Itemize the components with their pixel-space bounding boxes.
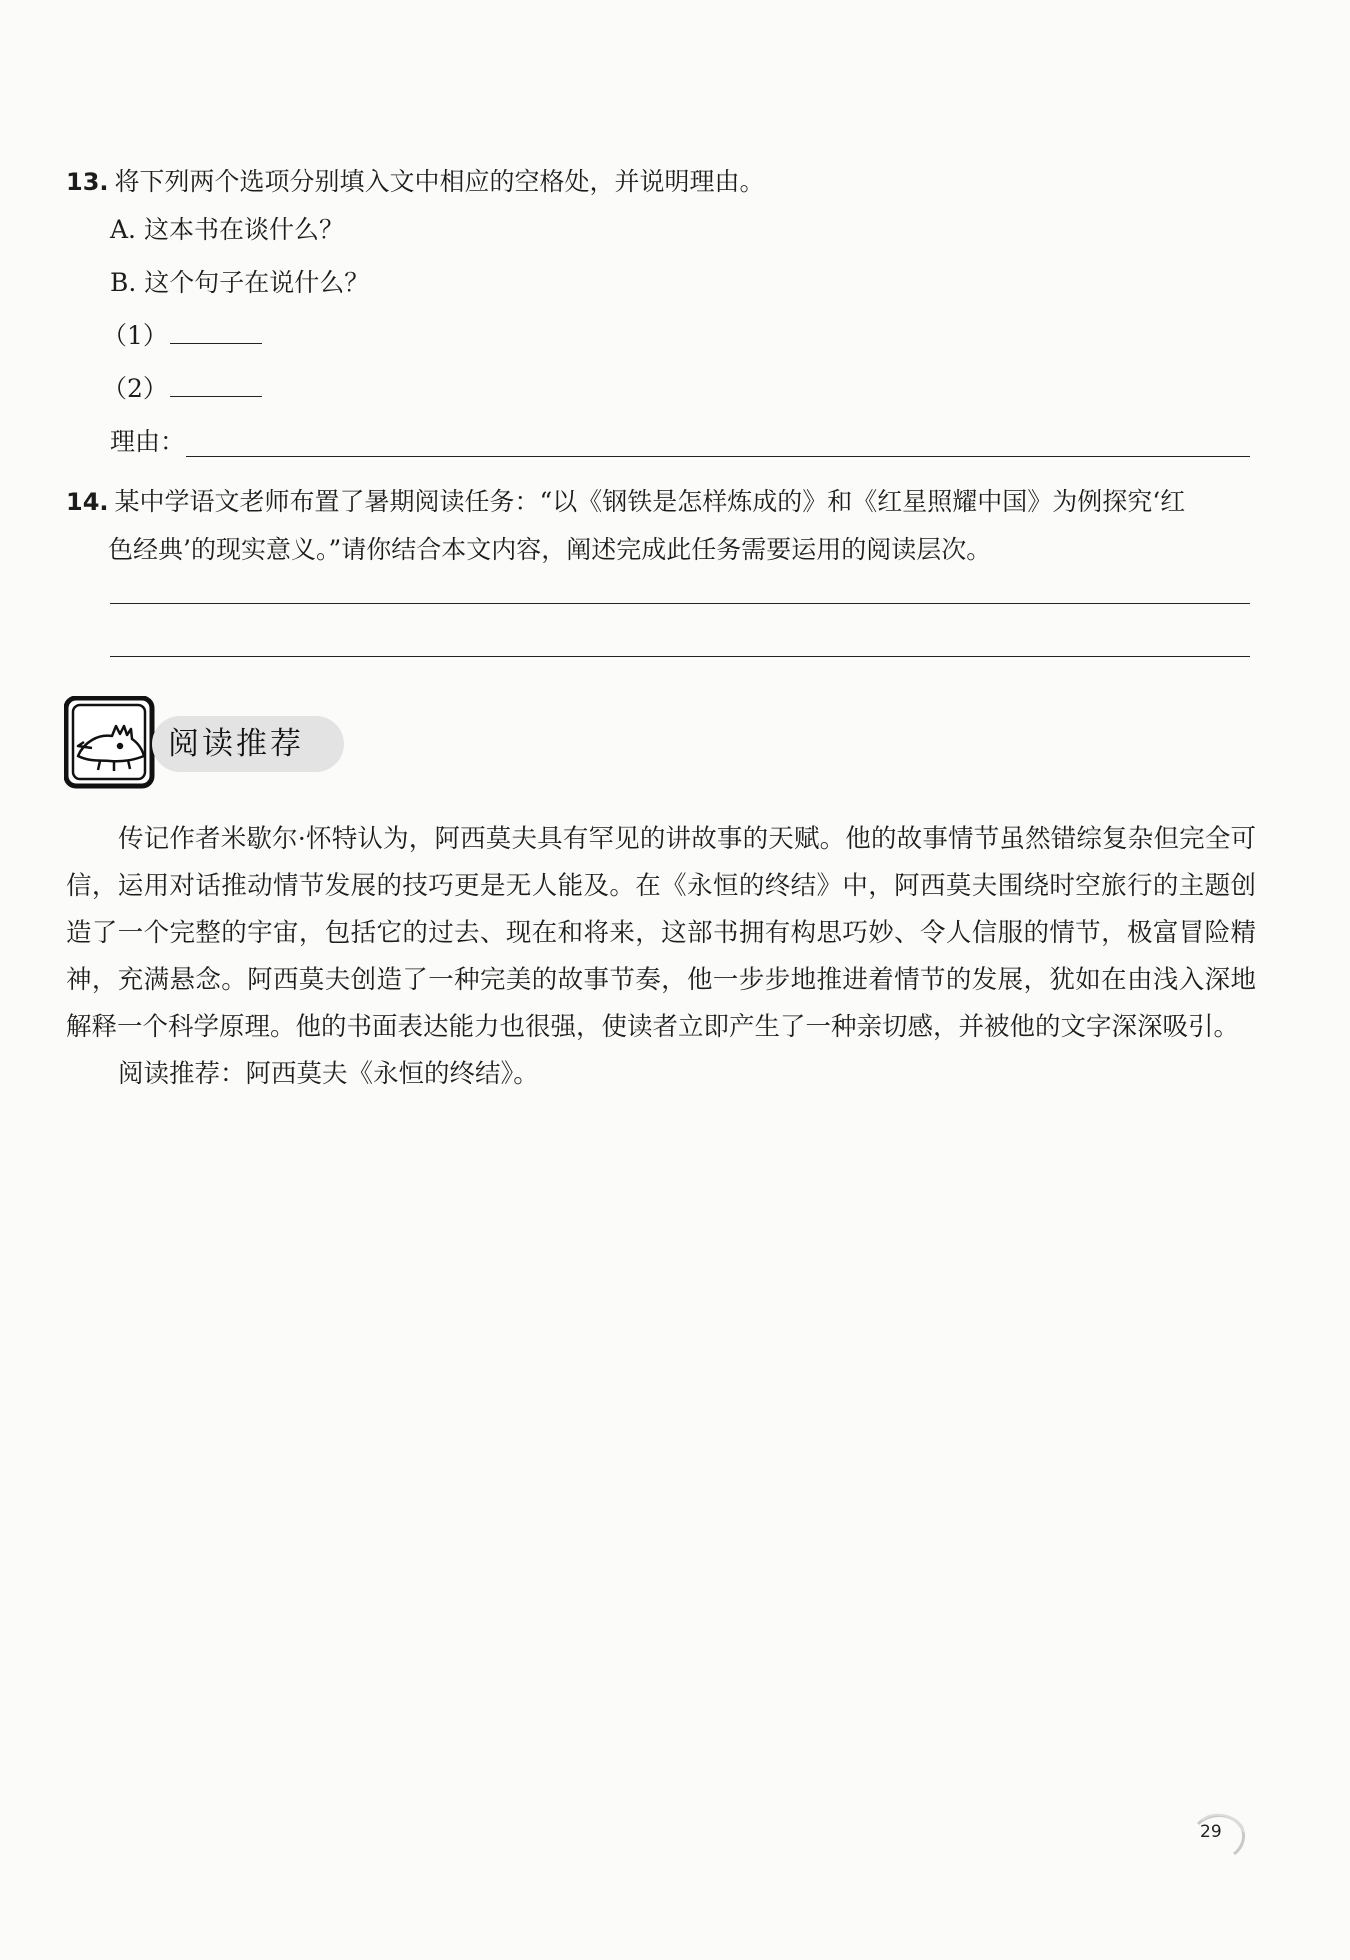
blank-1-field[interactable] xyxy=(170,319,262,344)
answer-line-2[interactable] xyxy=(110,656,1250,657)
page-number: 29 xyxy=(1200,1822,1222,1842)
blank-1-row xyxy=(102,318,262,354)
question-13-text: 将下列两个选项分别填入文中相应的空格处，并说明理由。 xyxy=(114,167,765,196)
passage-paragraph: 传记作者米歇尔·怀特认为，阿西莫夫具有罕见的讲故事的天赋。他的故事情节虽然错综复杂但完全可信，运用对话推动情节发展的技巧更是无人能及。在《永恒的终结》中，阿西莫夫围绕时空旅行的主题创造了一个完整的宇宙，包括它的过去、现在和将来，这部书拥有构思巧妙、令人信服的情节，极富冒险精神，充满悬念。阿西莫夫创造了一种完美的故事节奏，他一步步地推进着情节的发展，犹如在由浅入深地解释一个科学原理。他的书面表达能力也很强，使读者立即产生了一种亲切感，并被他的文字深深吸引。 xyxy=(66,824,1256,1042)
question-13-prompt xyxy=(66,164,765,200)
reason-label: 理由： xyxy=(110,427,186,456)
question-14-number: 14. xyxy=(66,488,109,516)
blank-1-label: （1） xyxy=(102,321,168,350)
recommend-line: 阅读推荐：阿西莫夫《永恒的终结》。 xyxy=(118,1059,539,1089)
option-a: A. 这本书在谈什么？ xyxy=(110,215,344,244)
question-14-text-cont: 色经典’的现实意义。”请你结合本文内容，阐述完成此任务需要运用的阅读层次。 xyxy=(108,535,992,564)
blank-2-field[interactable] xyxy=(170,372,262,397)
question-13-number: 13. xyxy=(66,168,109,196)
blank-2-label: （2） xyxy=(102,374,168,403)
blank-2-row xyxy=(102,371,262,407)
section-title: 阅读推荐 xyxy=(152,716,344,772)
question-14-prompt xyxy=(66,478,1256,574)
answer-line-1[interactable] xyxy=(110,603,1250,604)
option-b: B. 这个句子在说什么？ xyxy=(110,268,370,297)
question-14-text: 某中学语文老师布置了暑期阅读任务：“以《钢铁是怎样炼成的》和《红星照耀中国》为例探究‘红 xyxy=(114,487,1186,516)
reason-answer-line[interactable] xyxy=(186,456,1250,457)
recommendation-passage xyxy=(66,816,1256,1098)
